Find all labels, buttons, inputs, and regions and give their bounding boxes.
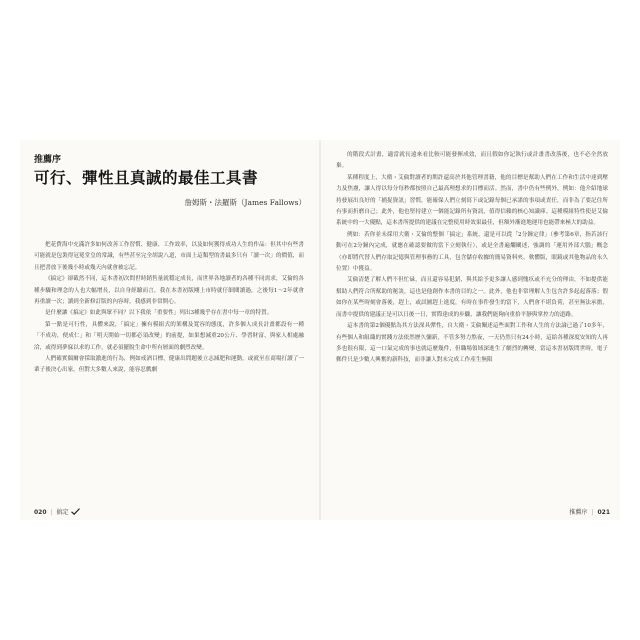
left-page-body [34,240,304,377]
footer-right [560,507,610,516]
left-paragraph-3: 是什麼讓《搞定》如此與眾不同？以下我依「重要性」列出3種幾乎存在書中每一章的特質。 [45,310,273,317]
right-paragraph-5: 這本書的第2個優點為其方法深具彈性，自大衛・艾倫闡述這些面對工作和人生的方法論已過了10多年，有些個人和組織的實踐方法依然歷久彌新，不管多努力熬夜，一天仍然只有24小時，這給各種深度安知的人再多也很有限，這一口氣完成的事也就這麼幾件，但職場領域深進生了劇烈的轉變，當這本書初版問世時，電子郵件只是少數人興奮的新科技，而非讓人對未完成工作產生無限 [336,323,608,364]
page-title: 可行、彈性且真誠的最佳工具書 [34,169,259,187]
right-page-body [336,150,608,367]
right-paragraph-1: 的階段式計畫，適當就長遠來看比較可能發揮成效，而且假如你記執行或計畫書改落後，也不必全然放棄。 [336,152,608,170]
footer-section-title: 推薦序 [569,509,588,516]
right-paragraph-4: 艾倫清楚了解人們不但忙碌，而且還容易犯錯，與其給予更多讓人感到愧疚或不充分的理由，不如提供能幫助人們符合所幫助的秘訣，這也是他創作本書的目的之一。此外，他也非常理解人生包含許多起起落落；假如你在某些時刻會落後，趕上，或試圖趕上進度，有時在事件發生的當下，人們會不堪負荷，甚至無法承擔，而書中提供的建議正是可以日後一日，實際達成的步驟，讓我們能夠向重拾平靜與掌控力的道路。 [336,277,608,318]
right-paragraph-3: 例如：若你並未採用大衛・艾倫的整個「搞定」系統，還是可以從「2分鐘定律」（參考第6章，指若該行動可在2分鐘內完成，就應在確認要做的當下立刻執行），或是全書遍爛闡述，強調的「運用外部大腦」概念（亦即將代替人們存取記憶與管理事務的工具，包含儲存收據的簡易資料夾、軟體版，眼鏡或其他物品的永久位置）中獲益。 [336,231,608,273]
footer-separator: | [50,509,53,516]
section-label: 推薦序 [34,155,62,165]
author-line: 詹姆斯・法羅斯（James Fallows） [184,198,306,207]
left-paragraph-5: 人們確實偶爾會採取激進的行為，例如戒酒目標，健康出問題後立志減肥和運動，或就至在商場打讀了一輩子後決心出家，但對大多數人來說，能容忍戲劇 [34,356,304,374]
book-gutter [319,140,321,520]
left-paragraph-4: 第一點是可行性，具體來說，「搞定」擁有模組式的架構及寬容的態度，許多個人成長計畫都設有一種「不成功，便成仁」和「明天開始一切都必須改變」的前提，如果想減重20公斤、學習財富，與家人相處融洽，或得到夢寐以求的工作，就必須擺脫生命中所有層面的劇烈改變。 [34,321,304,351]
footer-left [34,507,80,516]
left-paragraph-2: 《搞定》卻截然不同，這本書初次問世時銷售量就穩定成長，而世界各地讀者的各種不同需求，艾倫的各種步驟和理念的人也大幅增長，以自身經驗而言，我在本書初版剛上市時就仔細閱讀過，之後每1～2年就會再重讀一次；讀到全新修訂版的內容時，我感到非常開心。 [34,276,304,306]
checkmark-icon [71,508,80,515]
footer-book-title: 搞定 [56,509,69,516]
left-paragraph-1: 把花費海中充滿許多如何改善工作習慣、健康、工作效率，以及如何獲得成功人生的作品：但其中有些書可能就是包裝得冠冕堂皇的常識，有些甚至完全胡說八道，市面上這類型的書最多只有「讀一次」的價值，而且把書放下後幾小時或幾天內就會被忘記。 [34,242,304,271]
page-number-left: 020 [34,509,47,516]
page-number-right: 021 [597,509,610,516]
footer-separator: | [591,509,594,516]
right-paragraph-2: 某種程度上，大衛・艾倫對讀者的期許還高於其他管理書籍，他的目標是幫助人們在工作和生活中達到壓力及焦慮，讓人得以每分每秒都按照自己最高理想求的目標而活。然而，書中仍有些例外，例如：他介紹地球持發展出良好的「捕捉資訊」習慣，能確保人們立刻寫下或記錄每個已承諾的事項或責任，而非為了要記住所有事而折磨自己；此外，他也堅持建立一個能記錄所有資訊，值得信賴的核心知識庫。這種模組特性使是艾倫系統中的一大優點，這本書所提供的建議在完整使用時效果最佳，但額外漸進地運用也能帶來極大的助益。 [336,174,608,227]
